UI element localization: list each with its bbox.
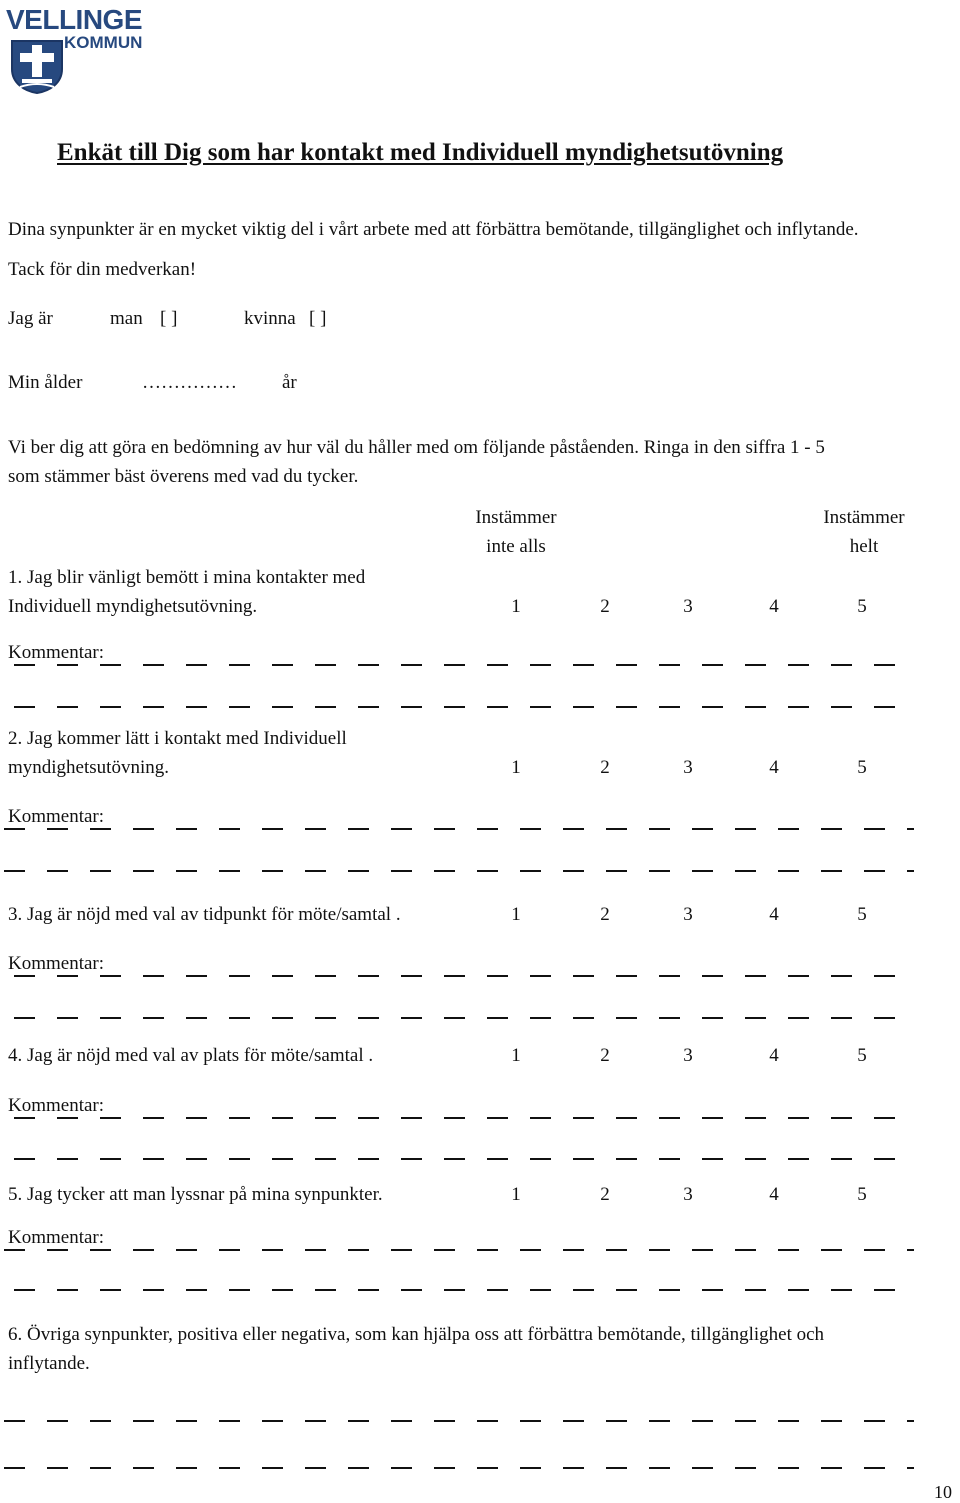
question-1-line1: 1. Jag blir vänligt bemött i mina kontakter med — [8, 567, 366, 588]
rating-1-option-4[interactable]: 4 — [769, 596, 779, 617]
logo-text-kommun: KOMMUN — [64, 33, 143, 52]
thanks-text: Tack för din medverkan! — [8, 259, 197, 280]
rating-3-option-2[interactable]: 2 — [600, 904, 610, 925]
rating-5-option-3[interactable]: 3 — [683, 1184, 693, 1205]
rating-2-option-1[interactable]: 1 — [511, 757, 521, 778]
rating-3-option-1[interactable]: 1 — [511, 904, 521, 925]
rating-1-option-2[interactable]: 2 — [600, 596, 610, 617]
age-unit: år — [282, 372, 297, 393]
scale-header-high — [809, 503, 919, 561]
question-6-line2: inflytande. — [8, 1353, 90, 1374]
rating-1-option-3[interactable]: 3 — [683, 596, 693, 617]
scale-header-high-line2: helt — [849, 536, 879, 557]
comment-line-3a[interactable] — [14, 975, 912, 977]
rating-scale-3 — [0, 904, 960, 934]
page-number: 10 — [934, 1482, 952, 1502]
rating-scale-2 — [0, 757, 960, 787]
intro-text: Dina synpunkter är en mycket viktig del i vårt arbete med att förbättra bemötande, tillgänglighet och inflytande. — [8, 219, 859, 240]
question-3-text: 3. Jag är nöjd med val av tidpunkt för möte/samtal . — [8, 904, 401, 925]
comment-line-2a[interactable] — [4, 828, 914, 830]
question-6-line1: 6. Övriga synpunkter, positiva eller negativa, som kan hjälpa oss att förbättra bemötande, tillgänglighet och — [8, 1324, 825, 1345]
comment-line-5a[interactable] — [4, 1249, 914, 1251]
instruction-line1: Vi ber dig att göra en bedömning av hur väl du håller med om följande påståenden. Ringa in den siffra 1 - 5 — [8, 437, 825, 458]
rating-2-option-4[interactable]: 4 — [769, 757, 779, 778]
rating-scale-1 — [0, 596, 960, 626]
vellinge-logo — [6, 4, 156, 96]
rating-5-option-4[interactable]: 4 — [769, 1184, 779, 1205]
comment-label-5: Kommentar: — [8, 1227, 105, 1248]
instruction-line2: som stämmer bäst överens med vad du tycker. — [8, 466, 359, 487]
question-1-line2: Individuell myndighetsutövning. — [8, 596, 258, 617]
comment-line-3b[interactable] — [14, 1017, 912, 1019]
comment-label-2: Kommentar: — [8, 806, 105, 827]
comment-label-1: Kommentar: — [8, 642, 105, 663]
question-2-line2: myndighetsutövning. — [8, 757, 169, 778]
rating-scale-4 — [0, 1045, 960, 1075]
rating-2-option-3[interactable]: 3 — [683, 757, 693, 778]
page-title: Enkät till Dig som har kontakt med Individuell myndighetsutövning — [57, 139, 784, 166]
rating-4-option-4[interactable]: 4 — [769, 1045, 779, 1066]
scale-header-low-line2: inte alls — [486, 536, 546, 557]
rating-5-option-1[interactable]: 1 — [511, 1184, 521, 1205]
age-label: Min ålder — [8, 372, 83, 393]
rating-1-option-1[interactable]: 1 — [511, 596, 521, 617]
gender-option-woman: kvinna — [244, 308, 296, 329]
rating-4-option-1[interactable]: 1 — [511, 1045, 521, 1066]
age-field[interactable]: …………… — [142, 372, 237, 393]
rating-2-option-5[interactable]: 5 — [857, 757, 867, 778]
comment-label-3: Kommentar: — [8, 953, 105, 974]
scale-header-low — [461, 503, 571, 561]
gender-label: Jag är — [8, 308, 53, 329]
rating-5-option-2[interactable]: 2 — [600, 1184, 610, 1205]
comment-line-2b[interactable] — [4, 870, 914, 872]
scale-header-low-line1: Instämmer — [475, 507, 557, 528]
question-4-text: 4. Jag är nöjd med val av plats för möte/samtal . — [8, 1045, 374, 1066]
comment-label-4: Kommentar: — [8, 1095, 105, 1116]
rating-4-option-2[interactable]: 2 — [600, 1045, 610, 1066]
gender-woman-checkbox[interactable]: [ ] — [309, 308, 327, 329]
rating-4-option-5[interactable]: 5 — [857, 1045, 867, 1066]
rating-3-option-5[interactable]: 5 — [857, 904, 867, 925]
comment-line-5b[interactable] — [14, 1289, 912, 1291]
rating-1-option-5[interactable]: 5 — [857, 596, 867, 617]
comment-line-6a[interactable] — [4, 1420, 914, 1422]
question-2-line1: 2. Jag kommer lätt i kontakt med Individuell — [8, 728, 347, 749]
comment-line-6b[interactable] — [4, 1467, 914, 1469]
comment-line-1a[interactable] — [14, 664, 912, 666]
rating-scale-5 — [0, 1184, 960, 1214]
gender-man-checkbox[interactable]: [ ] — [160, 308, 178, 329]
rating-2-option-2[interactable]: 2 — [600, 757, 610, 778]
rating-3-option-4[interactable]: 4 — [769, 904, 779, 925]
rating-3-option-3[interactable]: 3 — [683, 904, 693, 925]
rating-5-option-5[interactable]: 5 — [857, 1184, 867, 1205]
coat-of-arms-icon — [8, 37, 66, 95]
logo-text-vellinge: VELLINGE — [6, 4, 143, 35]
comment-line-1b[interactable] — [14, 706, 912, 708]
rating-4-option-3[interactable]: 3 — [683, 1045, 693, 1066]
question-5-text: 5. Jag tycker att man lyssnar på mina synpunkter. — [8, 1184, 383, 1205]
comment-line-4a[interactable] — [14, 1117, 912, 1119]
scale-header-high-line1: Instämmer — [823, 507, 905, 528]
comment-line-4b[interactable] — [14, 1158, 912, 1160]
gender-option-man: man — [110, 308, 143, 329]
